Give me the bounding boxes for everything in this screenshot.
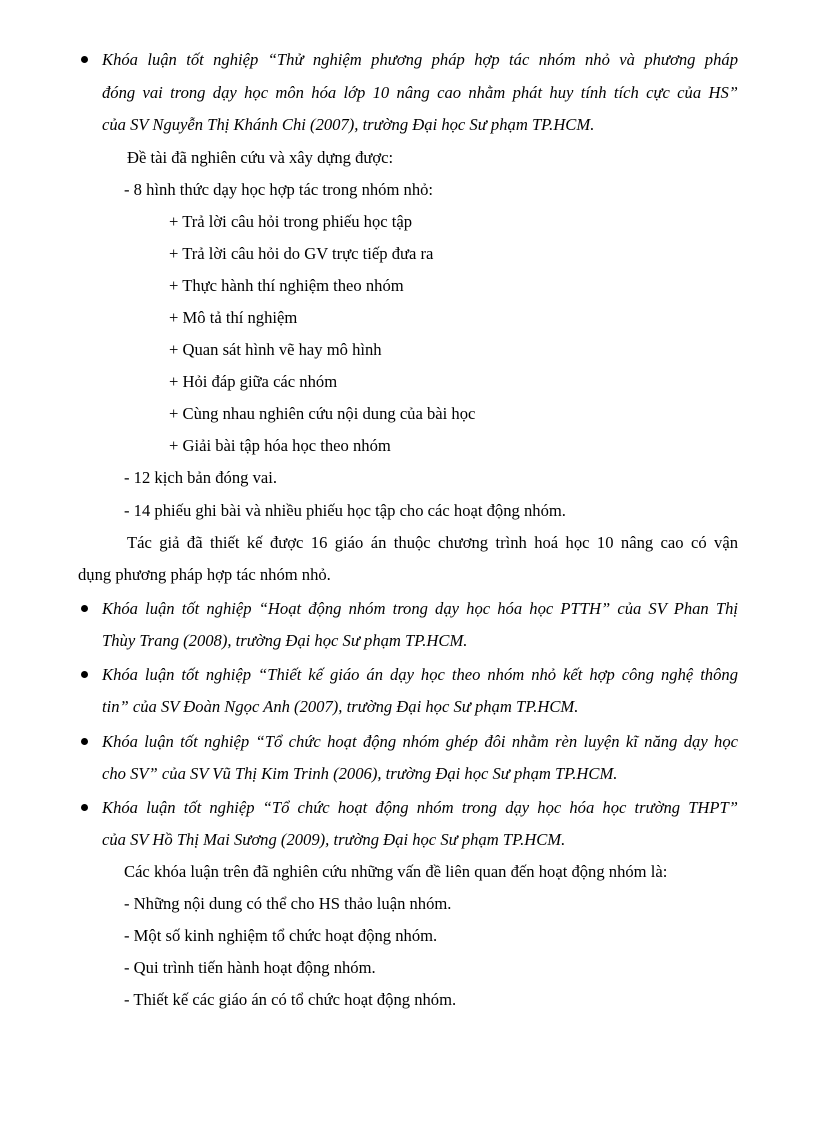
bullet-icon bbox=[81, 671, 88, 678]
bullet-icon bbox=[81, 738, 88, 745]
bullet-icon bbox=[81, 605, 88, 612]
section2-point: - Thiết kế các giáo án có tổ chức hoạt động nhóm. bbox=[124, 990, 457, 1009]
form-item: + Giải bài tập hóa học theo nhóm bbox=[169, 436, 391, 455]
section2-point: - Những nội dung có thể cho HS thảo luận nhóm. bbox=[124, 894, 452, 913]
section1-paragraph-line-1: Tác giả đã thiết kế được 16 giáo án thuộc chương trình hoá học 10 nâng cao có vận bbox=[127, 533, 738, 552]
form-item: + Quan sát hình vẽ hay mô hình bbox=[169, 340, 382, 359]
form-item: + Hỏi đáp giữa các nhóm bbox=[169, 372, 338, 391]
bullet-icon bbox=[81, 804, 88, 811]
section1-intro: Đề tài đã nghiên cứu và xây dựng được: bbox=[127, 148, 394, 167]
section2-point: - Một số kinh nghiệm tổ chức hoạt động nhóm. bbox=[124, 926, 438, 945]
section1-worksheets: - 14 phiếu ghi bài và nhiều phiếu học tập cho các hoạt động nhóm. bbox=[124, 501, 566, 520]
bullet-icon bbox=[81, 56, 88, 63]
item-4-line-1: Khóa luận tốt nghiệp “Tổ chức hoạt động nhóm ghép đôi nhằm rèn luyện kĩ năng dạy học bbox=[102, 732, 738, 751]
item-1-line-1: Khóa luận tốt nghiệp “Thử nghiệm phương pháp hợp tác nhóm nhỏ và phương pháp bbox=[102, 50, 738, 69]
item-5-line-1: Khóa luận tốt nghiệp “Tổ chức hoạt động nhóm trong dạy học hóa học trường THPT” bbox=[102, 798, 738, 817]
item-5-line-2: của SV Hồ Thị Mai Sương (2009), trường Đại học Sư phạm TP.HCM. bbox=[102, 830, 566, 849]
section2-point: - Qui trình tiến hành hoạt động nhóm. bbox=[124, 958, 376, 977]
form-item: + Cùng nhau nghiên cứu nội dung của bài học bbox=[169, 404, 476, 423]
item-1-line-2: đóng vai trong dạy học môn hóa lớp 10 nâng cao nhằm phát huy tính tích cực của HS” bbox=[102, 83, 738, 102]
section1-paragraph-line-2: dụng phương pháp hợp tác nhóm nhỏ. bbox=[78, 565, 331, 584]
item-1-line-3: của SV Nguyễn Thị Khánh Chi (2007), trường Đại học Sư phạm TP.HCM. bbox=[102, 115, 595, 134]
item-4-line-2: cho SV” của SV Vũ Thị Kim Trinh (2006), trường Đại học Sư phạm TP.HCM. bbox=[102, 764, 618, 783]
section1-scripts: - 12 kịch bản đóng vai. bbox=[124, 468, 277, 487]
item-3-line-1: Khóa luận tốt nghiệp “Thiết kế giáo án dạy học theo nhóm nhỏ kết hợp công nghệ thông bbox=[102, 665, 738, 684]
form-item: + Thực hành thí nghiệm theo nhóm bbox=[169, 276, 404, 295]
form-item: + Trả lời câu hỏi do GV trực tiếp đưa ra bbox=[169, 244, 434, 263]
form-item: + Mô tả thí nghiệm bbox=[169, 308, 298, 327]
item-2-line-1: Khóa luận tốt nghiệp “Hoạt động nhóm trong dạy học hóa học PTTH” của SV Phan Thị bbox=[102, 599, 738, 618]
item-2-line-2: Thùy Trang (2008), trường Đại học Sư phạm TP.HCM. bbox=[102, 631, 468, 650]
form-item: + Trả lời câu hỏi trong phiếu học tập bbox=[169, 212, 413, 231]
item-3-line-2: tin” của SV Đoàn Ngọc Anh (2007), trường Đại học Sư phạm TP.HCM. bbox=[102, 697, 579, 716]
section1-forms-heading: - 8 hình thức dạy học hợp tác trong nhóm nhỏ: bbox=[124, 180, 434, 199]
section2-intro: Các khóa luận trên đã nghiên cứu những vấn đề liên quan đến hoạt động nhóm là: bbox=[124, 862, 668, 881]
